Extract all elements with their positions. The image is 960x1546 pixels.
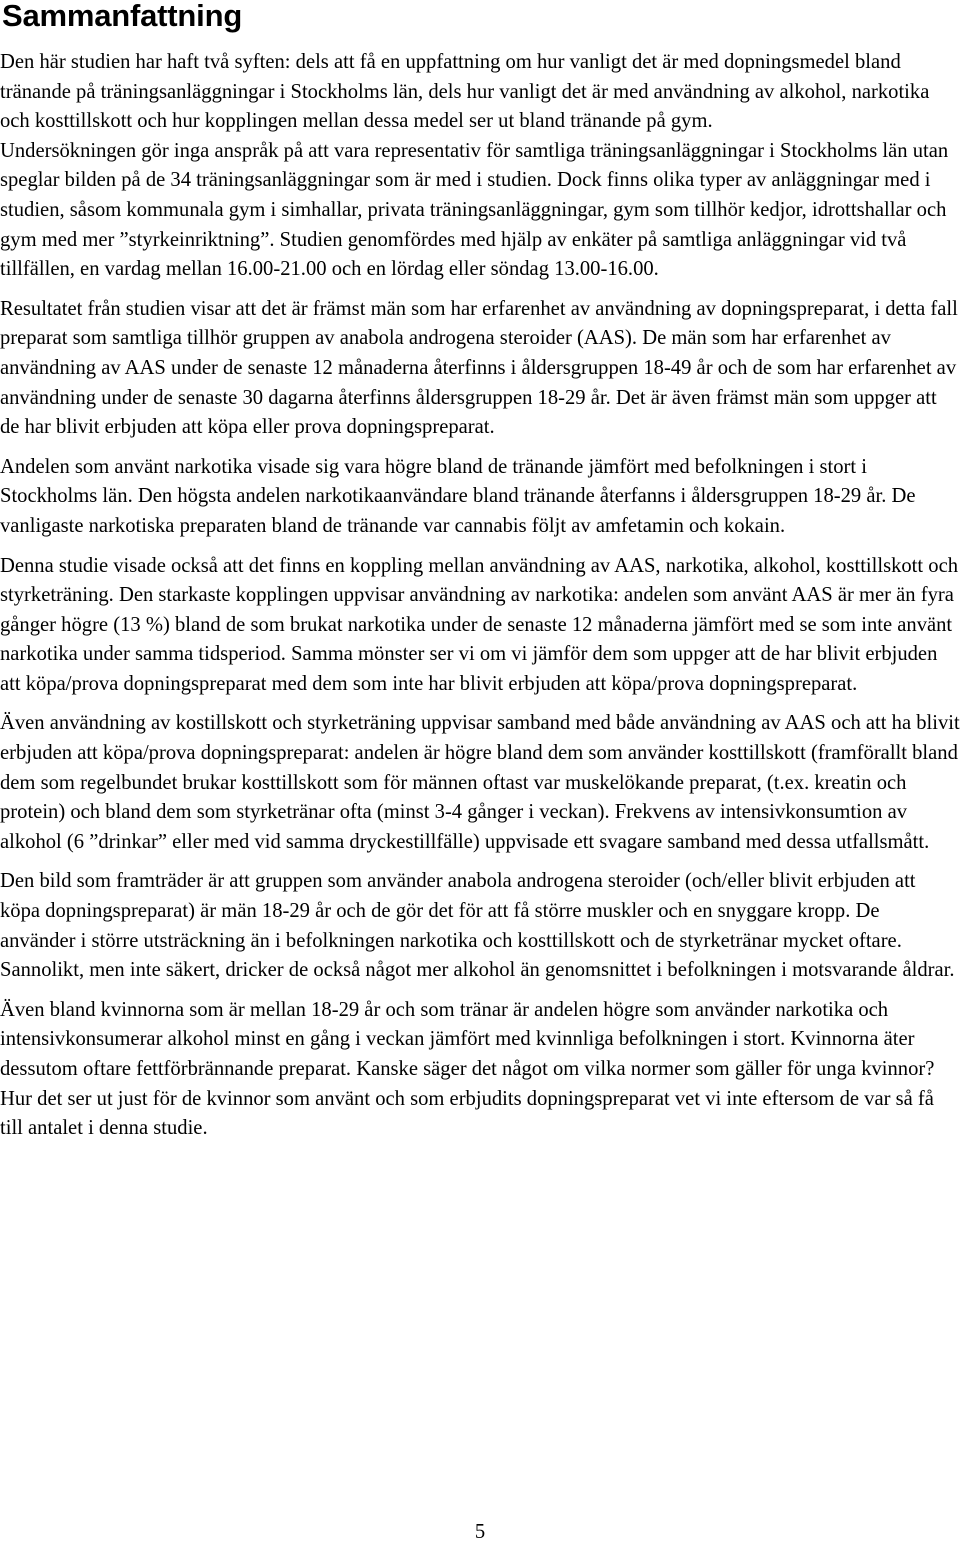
- document-body: [0, 48, 960, 1144]
- paragraph-method: Undersökningen gör inga anspråk på att vara representativ för samtliga träningsanläggningar i Stockholms län utan speglar bilden på de 34 träningsanläggningar som är med i studien. Dock finns olika typer av anläggningar med i studien, såsom kommunala gym i simhallar, privata träningsanläggningar, gym som tillhör kedjor, idrottshallar och gym med mer ”styrkeinriktning”. Studien genomfördes med hjälp av enkäter på samtliga anläggningar vid två tillfällen, en vardag mellan 16.00-21.00 och en lördag eller söndag 13.00-16.00.: [0, 139, 949, 281]
- paragraph-purpose: Den här studien har haft två syften: dels att få en uppfattning om hur vanligt det är med dopningsmedel bland tränande på träningsanläggningar i Stockholms län, dels hur vanligt det är med användning av alkohol, narkotika och kosttillskott och hur kopplingen mellan dessa medel ser ut bland tränande på gym.: [0, 51, 930, 133]
- paragraph-supplements: Även användning av kostillskott och styrketräning uppvisar samband med både användning av AAS och att ha blivit erbjuden att köpa/prova dopningspreparat: andelen är högre bland dem som använder kosttillskott (framförallt bland dem som regelbundet brukar kosttillskott som för männen oftast var muskelökande preparat, (t.ex. kreatin och protein) och bland dem som styrketränar ofta (minst 3-4 gånger i veckan). Frekvens av intensivkonsumtion av alkohol (6 ”drinkar” eller med vid samma dryckestillfälle) uppvisade ett svagare samband med dessa utfallsmått.: [0, 712, 960, 853]
- paragraph-connections: Denna studie visade också att det finns en koppling mellan användning av AAS, narkotika, alkohol, kosttillskott och styrketräning. Den starkaste kopplingen uppvisar användning av narkotika: andelen som använt AAS är mer än fyra gånger högre (13 %) bland de som brukat narkotika under de senaste 12 månaderna jämfört med se som inte använt narkotika under samma tidsperiod. Samma mönster ser vi om vi jämför dem som uppger att de har blivit erbjuden att köpa/prova dopningspreparat med dem som inte har blivit erbjuden att köpa/prova dopningspreparat.: [0, 554, 959, 695]
- paragraph-profile: Den bild som framträder är att gruppen som använder anabola androgena steroider (och/eller blivit erbjuden att köpa dopningspreparat) är män 18-29 år och de gör det för att få större muskler och en snyggare kropp. De använder i större utsträckning än i befolkningen narkotika och kosttillskott och de styrketränar mycket oftare. Sannolikt, men inte säkert, dricker de också något mer alkohol än genomsnittet i befolkningen i motsvarande åldrar.: [0, 870, 955, 982]
- paragraph-results-aas: Resultatet från studien visar att det är främst män som har erfarenhet av användning av dopningspreparat, i detta fall preparat som samtliga tillhör gruppen av anabola androgena steroider (AAS). De män som har erfarenhet av användning av AAS under de senaste 12 månaderna återfinns i åldersgruppen 18-49 år och de som har erfarenhet av användning under de senaste 30 dagarna återfinns åldersgruppen 18-29 år. Det är även främst män som uppger att de har blivit erbjuden att köpa eller prova dopningspreparat.: [0, 297, 958, 439]
- page-title: Sammanfattning: [2, 0, 243, 33]
- paragraph-women: Även bland kvinnorna som är mellan 18-29 år och som tränar är andelen högre som använder narkotika och intensivkonsumerar alkohol minst en gång i veckan jämfört med kvinnliga befolkningen i stort. Kvinnorna äter dessutom oftare fettförbrännande preparat. Kanske säger det något om vilka normer som gäller för unga kvinnor? Hur det ser ut just för de kvinnor som använt och som erbjudits dopningspreparat vet vi inte eftersom de var så få till antalet i denna studie.: [0, 998, 935, 1140]
- page-number: 5: [474, 1521, 486, 1543]
- paragraph-results-narcotics: Andelen som använt narkotika visade sig vara högre bland de tränande jämfört med befolkningen i stort i Stockholms län. Den högsta andelen narkotikaanvändare bland tränande återfanns i åldersgruppen 18-29 år. De vanligaste narkotiska preparaten bland de tränande var cannabis följt av amfetamin och kokain.: [0, 455, 916, 537]
